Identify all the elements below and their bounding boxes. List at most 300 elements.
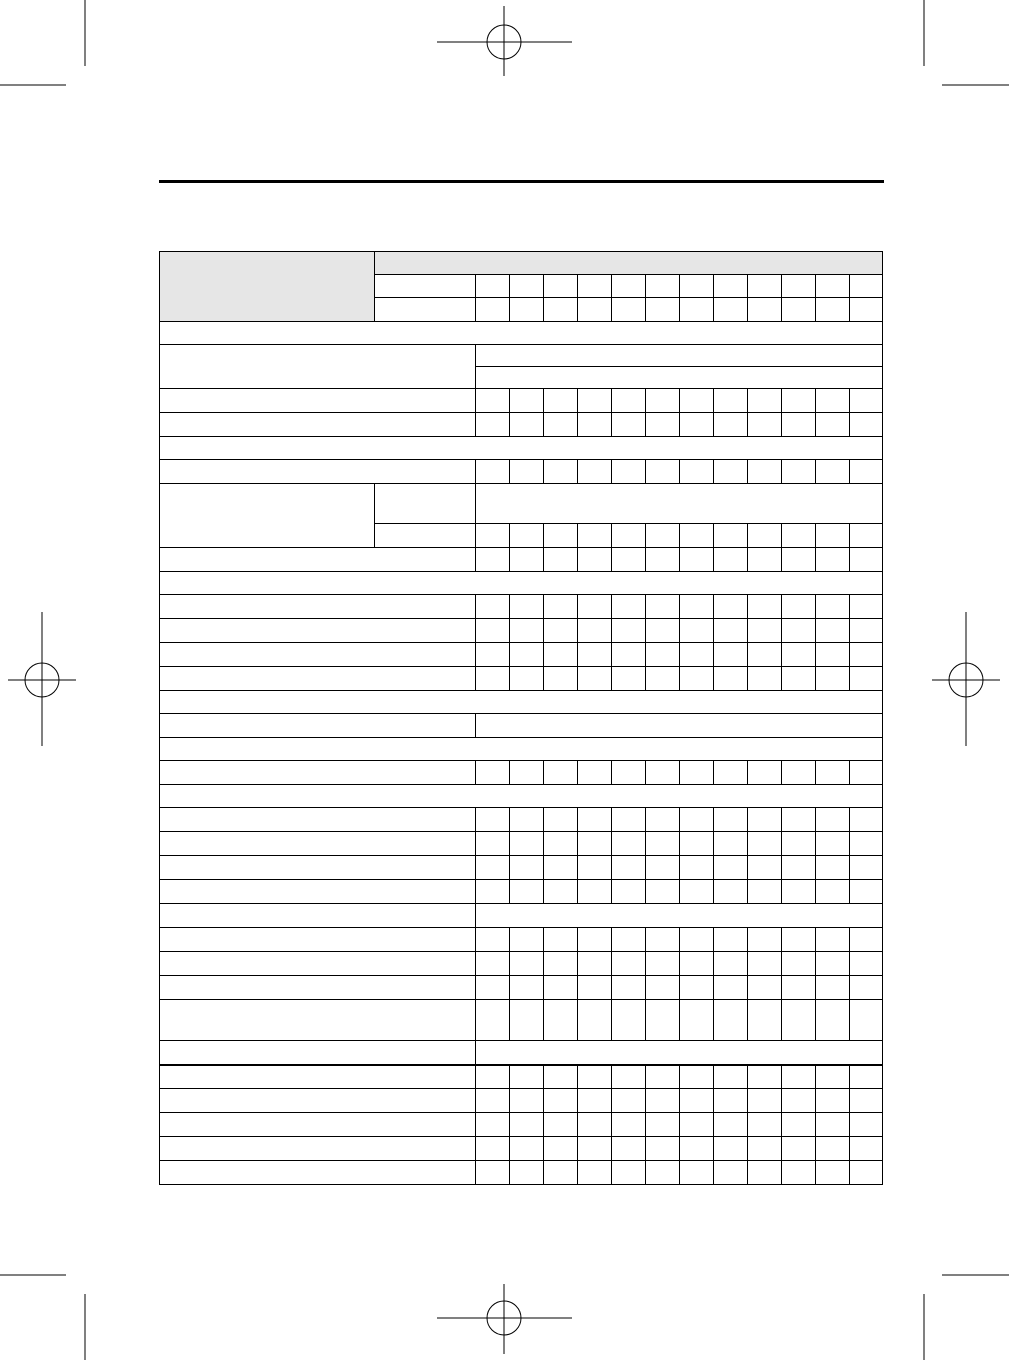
schedule-cell <box>850 643 883 667</box>
schedule-cell <box>782 595 816 619</box>
section-row <box>160 437 883 460</box>
schedule-cell <box>782 1113 816 1137</box>
row-label <box>160 595 476 619</box>
schedule-cell <box>646 761 680 785</box>
schedule-cell <box>544 413 578 437</box>
schedule-cell <box>510 460 544 484</box>
schedule-cell <box>510 808 544 832</box>
schedule-cell <box>850 595 883 619</box>
schedule-cell <box>850 856 883 880</box>
schedule-cell <box>782 1161 816 1185</box>
section-heading <box>160 785 883 808</box>
schedule-cell <box>748 856 782 880</box>
schedule-cell <box>714 460 748 484</box>
schedule-cell <box>612 1089 646 1113</box>
schedule-cell <box>612 643 646 667</box>
schedule-cell <box>748 548 782 572</box>
section-row <box>160 322 883 345</box>
schedule-cell <box>816 976 850 1000</box>
row-span-value <box>476 904 883 928</box>
schedule-cell <box>578 880 612 904</box>
schedule-cell <box>578 524 612 548</box>
schedule-cell <box>544 832 578 856</box>
schedule-cell <box>782 1000 816 1041</box>
schedule-cell <box>850 389 883 413</box>
schedule-cell <box>748 928 782 952</box>
schedule-cell <box>680 524 714 548</box>
schedule-cell <box>816 856 850 880</box>
schedule-cell <box>816 595 850 619</box>
schedule-cell <box>714 1137 748 1161</box>
schedule-cell <box>714 808 748 832</box>
table-row <box>160 832 883 856</box>
schedule-cell <box>476 1065 510 1089</box>
schedule-cell <box>476 1000 510 1041</box>
schedule-cell <box>850 1065 883 1089</box>
schedule-cell <box>544 1137 578 1161</box>
interval-column-header <box>476 298 510 322</box>
schedule-cell <box>748 413 782 437</box>
schedule-cell <box>578 856 612 880</box>
schedule-cell <box>782 761 816 785</box>
row-label <box>160 714 476 738</box>
interval-column-header <box>578 298 612 322</box>
schedule-cell <box>578 832 612 856</box>
schedule-cell <box>646 413 680 437</box>
schedule-cell <box>544 976 578 1000</box>
schedule-cell <box>612 548 646 572</box>
interval-column-header <box>850 298 883 322</box>
table-row <box>160 484 883 524</box>
schedule-cell <box>748 952 782 976</box>
schedule-cell <box>816 880 850 904</box>
interval-column-header <box>646 275 680 298</box>
schedule-cell <box>578 1113 612 1137</box>
schedule-cell <box>646 1000 680 1041</box>
schedule-cell <box>714 619 748 643</box>
schedule-cell <box>544 1065 578 1089</box>
interval-column-header <box>680 298 714 322</box>
row-label <box>160 761 476 785</box>
schedule-cell <box>816 667 850 691</box>
schedule-cell <box>476 524 510 548</box>
row-label <box>160 952 476 976</box>
row-span-value <box>476 367 883 389</box>
schedule-cell <box>680 619 714 643</box>
schedule-cell <box>612 952 646 976</box>
schedule-cell <box>646 524 680 548</box>
schedule-cell <box>850 619 883 643</box>
schedule-cell <box>748 1137 782 1161</box>
table-row <box>160 667 883 691</box>
table-row <box>160 1161 883 1185</box>
schedule-cell <box>476 643 510 667</box>
schedule-cell <box>544 1161 578 1185</box>
interval-column-header <box>748 298 782 322</box>
schedule-cell <box>680 928 714 952</box>
schedule-cell <box>782 928 816 952</box>
interval-column-header <box>510 275 544 298</box>
schedule-cell <box>510 548 544 572</box>
interval-column-header <box>646 298 680 322</box>
schedule-cell <box>544 1113 578 1137</box>
schedule-cell <box>612 619 646 643</box>
schedule-cell <box>782 413 816 437</box>
schedule-cell <box>782 389 816 413</box>
row-span-value <box>476 714 883 738</box>
schedule-cell <box>714 524 748 548</box>
table-row <box>160 808 883 832</box>
schedule-cell <box>510 667 544 691</box>
interval-column-header <box>544 298 578 322</box>
schedule-cell <box>476 856 510 880</box>
schedule-cell <box>748 976 782 1000</box>
schedule-cell <box>510 1161 544 1185</box>
schedule-cell <box>612 595 646 619</box>
row-label <box>160 1000 476 1041</box>
schedule-cell <box>578 460 612 484</box>
table-row <box>160 1137 883 1161</box>
schedule-cell <box>476 880 510 904</box>
schedule-cell <box>782 976 816 1000</box>
schedule-cell <box>782 1065 816 1089</box>
interval-column-header <box>612 275 646 298</box>
schedule-cell <box>714 1161 748 1185</box>
schedule-cell <box>544 548 578 572</box>
schedule-cell <box>476 808 510 832</box>
schedule-cell <box>680 952 714 976</box>
schedule-cell <box>782 548 816 572</box>
schedule-cell <box>510 413 544 437</box>
schedule-cell <box>578 1065 612 1089</box>
schedule-cell <box>544 880 578 904</box>
interval-column-header <box>782 275 816 298</box>
schedule-cell <box>612 1113 646 1137</box>
schedule-cell <box>578 548 612 572</box>
schedule-cell <box>850 1000 883 1041</box>
schedule-cell <box>544 595 578 619</box>
schedule-cell <box>714 1089 748 1113</box>
schedule-cell <box>714 667 748 691</box>
schedule-cell <box>612 832 646 856</box>
row-label <box>160 1041 476 1065</box>
schedule-cell <box>816 1089 850 1113</box>
schedule-cell <box>714 856 748 880</box>
row-label <box>160 667 476 691</box>
row-label <box>160 1161 476 1185</box>
schedule-cell <box>816 761 850 785</box>
schedule-cell <box>646 1089 680 1113</box>
schedule-cell <box>646 952 680 976</box>
schedule-cell <box>680 1000 714 1041</box>
row-label <box>160 1137 476 1161</box>
schedule-cell <box>782 880 816 904</box>
schedule-cell <box>476 389 510 413</box>
schedule-cell <box>680 1089 714 1113</box>
schedule-cell <box>850 761 883 785</box>
schedule-cell <box>816 928 850 952</box>
schedule-cell <box>476 548 510 572</box>
row-label <box>160 619 476 643</box>
schedule-cell <box>816 619 850 643</box>
header-rule <box>159 180 884 183</box>
schedule-cell <box>544 928 578 952</box>
schedule-cell <box>476 460 510 484</box>
schedule-cell <box>680 808 714 832</box>
schedule-cell <box>850 880 883 904</box>
schedule-cell <box>850 460 883 484</box>
schedule-cell <box>646 1113 680 1137</box>
schedule-cell <box>578 976 612 1000</box>
schedule-cell <box>476 1137 510 1161</box>
schedule-cell <box>680 413 714 437</box>
schedule-cell <box>816 524 850 548</box>
row-label <box>160 484 375 548</box>
schedule-cell <box>782 460 816 484</box>
schedule-cell <box>782 808 816 832</box>
schedule-cell <box>476 928 510 952</box>
schedule-cell <box>816 460 850 484</box>
interval-column-header <box>578 275 612 298</box>
table-row <box>160 714 883 738</box>
schedule-cell <box>714 761 748 785</box>
schedule-cell <box>748 880 782 904</box>
schedule-cell <box>510 1000 544 1041</box>
table-row <box>160 1113 883 1137</box>
table-row <box>160 904 883 928</box>
row-sublabel <box>375 484 476 524</box>
schedule-cell <box>850 952 883 976</box>
schedule-cell <box>680 976 714 1000</box>
schedule-cell <box>748 1161 782 1185</box>
row-label <box>160 345 476 389</box>
schedule-cell <box>816 413 850 437</box>
schedule-cell <box>510 952 544 976</box>
schedule-cell <box>680 856 714 880</box>
table-corner-cell <box>160 252 375 322</box>
schedule-cell <box>578 928 612 952</box>
section-row <box>160 785 883 808</box>
schedule-cell <box>714 832 748 856</box>
schedule-cell <box>714 952 748 976</box>
schedule-cell <box>612 1000 646 1041</box>
schedule-cell <box>680 832 714 856</box>
schedule-cell <box>646 389 680 413</box>
schedule-cell <box>816 832 850 856</box>
interval-column-header <box>510 298 544 322</box>
schedule-cell <box>578 1161 612 1185</box>
interval-column-header <box>544 275 578 298</box>
section-heading <box>160 691 883 714</box>
row-label <box>160 832 476 856</box>
schedule-cell <box>510 595 544 619</box>
schedule-cell <box>714 548 748 572</box>
interval-column-header <box>714 275 748 298</box>
schedule-cell <box>748 761 782 785</box>
schedule-cell <box>476 1161 510 1185</box>
schedule-cell <box>544 643 578 667</box>
schedule-cell <box>646 976 680 1000</box>
schedule-cell <box>578 808 612 832</box>
schedule-cell <box>544 952 578 976</box>
interval-column-header <box>816 275 850 298</box>
schedule-cell <box>612 761 646 785</box>
schedule-cell <box>680 548 714 572</box>
schedule-cell <box>578 643 612 667</box>
schedule-cell <box>544 619 578 643</box>
row-label <box>160 643 476 667</box>
schedule-cell <box>850 1161 883 1185</box>
schedule-cell <box>782 952 816 976</box>
schedule-cell <box>782 524 816 548</box>
schedule-cell <box>510 880 544 904</box>
interval-column-header <box>714 298 748 322</box>
schedule-cell <box>612 667 646 691</box>
section-heading <box>160 572 883 595</box>
schedule-cell <box>748 389 782 413</box>
schedule-cell <box>782 1137 816 1161</box>
schedule-cell <box>680 761 714 785</box>
row-span-value <box>476 345 883 367</box>
schedule-cell <box>782 856 816 880</box>
schedule-cell <box>850 524 883 548</box>
interval-column-header <box>476 275 510 298</box>
table-row <box>160 345 883 367</box>
schedule-cell <box>680 595 714 619</box>
table-row <box>160 460 883 484</box>
schedule-cell <box>510 976 544 1000</box>
schedule-cell <box>646 643 680 667</box>
interval-column-header <box>782 298 816 322</box>
table-row <box>160 1089 883 1113</box>
schedule-cell <box>612 1137 646 1161</box>
table-row <box>160 643 883 667</box>
schedule-cell <box>850 832 883 856</box>
table-row <box>160 976 883 1000</box>
schedule-cell <box>476 976 510 1000</box>
schedule-cell <box>714 595 748 619</box>
schedule-cell <box>476 832 510 856</box>
schedule-cell <box>748 460 782 484</box>
row-span-value <box>476 484 883 524</box>
schedule-cell <box>612 413 646 437</box>
schedule-cell <box>612 1065 646 1089</box>
table-row <box>160 880 883 904</box>
schedule-cell <box>748 524 782 548</box>
schedule-cell <box>816 1161 850 1185</box>
schedule-cell <box>646 595 680 619</box>
schedule-cell <box>714 880 748 904</box>
schedule-cell <box>748 619 782 643</box>
schedule-cell <box>578 952 612 976</box>
interval-column-header <box>748 275 782 298</box>
row-label <box>160 808 476 832</box>
row-label <box>160 548 476 572</box>
schedule-cell <box>748 1065 782 1089</box>
section-heading <box>160 437 883 460</box>
schedule-cell <box>816 1065 850 1089</box>
row-span-value <box>476 1041 883 1065</box>
schedule-cell <box>476 595 510 619</box>
schedule-cell <box>816 808 850 832</box>
maintenance-schedule-table <box>159 251 883 1185</box>
schedule-cell <box>646 548 680 572</box>
schedule-cell <box>612 524 646 548</box>
schedule-cell <box>850 1137 883 1161</box>
schedule-cell <box>748 595 782 619</box>
schedule-cell <box>578 667 612 691</box>
schedule-cell <box>510 1113 544 1137</box>
row-label <box>160 976 476 1000</box>
schedule-cell <box>510 928 544 952</box>
schedule-cell <box>510 619 544 643</box>
schedule-cell <box>544 389 578 413</box>
row-label <box>160 928 476 952</box>
schedule-cell <box>748 832 782 856</box>
schedule-cell <box>680 389 714 413</box>
schedule-cell <box>544 856 578 880</box>
schedule-cell <box>476 1089 510 1113</box>
schedule-cell <box>510 1137 544 1161</box>
schedule-cell <box>816 548 850 572</box>
schedule-cell <box>680 460 714 484</box>
schedule-cell <box>646 1161 680 1185</box>
schedule-cell <box>578 1089 612 1113</box>
schedule-cell <box>850 976 883 1000</box>
schedule-cell <box>782 643 816 667</box>
schedule-cell <box>476 761 510 785</box>
table-row <box>160 1000 883 1041</box>
row-label <box>160 880 476 904</box>
schedule-cell <box>646 928 680 952</box>
schedule-cell <box>612 389 646 413</box>
schedule-cell <box>748 808 782 832</box>
schedule-cell <box>782 667 816 691</box>
schedule-cell <box>510 389 544 413</box>
schedule-cell <box>510 1065 544 1089</box>
row-label <box>160 1089 476 1113</box>
row-sublabel <box>375 524 476 548</box>
schedule-cell <box>646 832 680 856</box>
schedule-cell <box>578 1137 612 1161</box>
section-row <box>160 572 883 595</box>
row-label <box>160 389 476 413</box>
schedule-cell <box>544 808 578 832</box>
schedule-cell <box>612 1161 646 1185</box>
row-label <box>160 1065 476 1089</box>
schedule-cell <box>612 460 646 484</box>
schedule-cell <box>850 1089 883 1113</box>
schedule-cell <box>646 619 680 643</box>
schedule-cell <box>850 667 883 691</box>
interval-sublabel-cell <box>375 298 476 322</box>
section-row <box>160 738 883 761</box>
schedule-cell <box>476 1113 510 1137</box>
schedule-cell <box>748 643 782 667</box>
schedule-cell <box>544 1089 578 1113</box>
schedule-cell <box>510 643 544 667</box>
table-row <box>160 856 883 880</box>
row-label <box>160 413 476 437</box>
schedule-cell <box>476 667 510 691</box>
table-row <box>160 761 883 785</box>
schedule-cell <box>612 808 646 832</box>
schedule-cell <box>680 667 714 691</box>
schedule-cell <box>646 667 680 691</box>
interval-sublabel-cell <box>375 275 476 298</box>
schedule-cell <box>476 619 510 643</box>
schedule-cell <box>476 952 510 976</box>
